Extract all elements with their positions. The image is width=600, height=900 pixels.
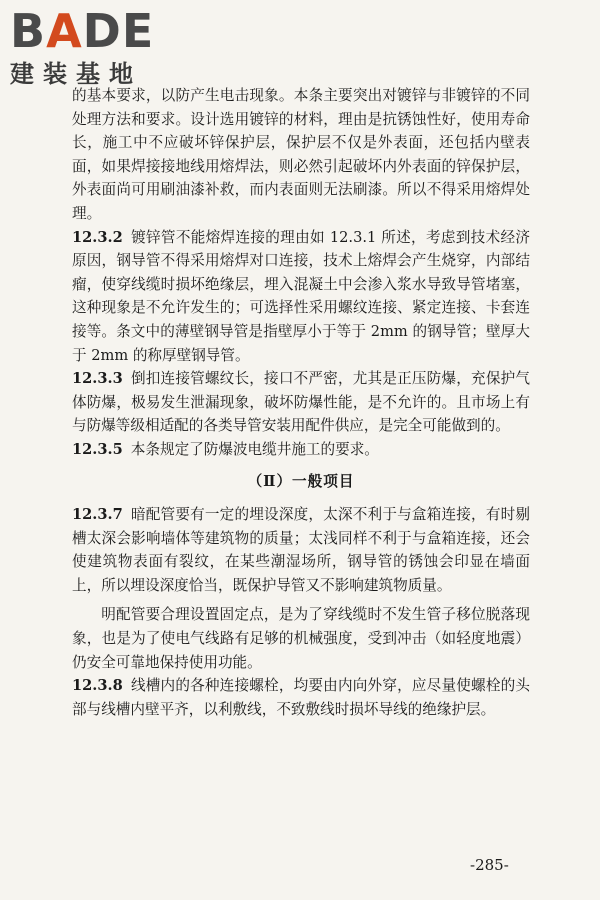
clause-number: 12.3.2 [72, 228, 123, 246]
paragraph-text: 的基本要求，以防产生电击现象。本条主要突出对镀锌与非镀锌的不同处理方法和要求。设计选用镀锌的材料，理由是抗锈蚀性好，使用寿命长，施工中不应破坏锌保护层，保护层不仅是外表面，还包括内壁表面，如果焊接接地线用熔焊法，则必然引起破坏内外表面的锌保护层，外表面尚可用刷油漆补救，而内表面则无法刷漆。所以不得采用熔焊处理。 [72, 87, 530, 222]
clause-12-3-5 [72, 438, 530, 462]
clause-number: 12.3.7 [72, 506, 123, 524]
clause-12-3-3 [72, 367, 530, 438]
paragraph-exposed-conduit [72, 603, 530, 674]
clause-12-3-7 [72, 503, 530, 597]
clause-text: 本条规定了防爆波电缆井施工的要求。 [130, 440, 379, 458]
clause-number: 12.3.8 [72, 677, 123, 695]
clause-number: 12.3.3 [72, 370, 123, 388]
logo-letter-a: A [46, 4, 83, 58]
section-heading: （Ⅱ）一般项目 [247, 472, 355, 490]
clause-12-3-8 [72, 674, 530, 721]
logo-letter-b: B [10, 4, 47, 58]
logo [10, 6, 180, 88]
paragraph-continued [72, 84, 530, 226]
logo-letters-de: DE [82, 4, 155, 58]
page-number: -285- [470, 856, 509, 874]
clause-12-3-2 [72, 226, 530, 368]
page-body [72, 84, 530, 721]
logo-wordmark [10, 6, 180, 56]
paragraph-text: 明配管要合理设置固定点，是为了穿线缆时不发生管子移位脱落现象，也是为了使电气线路有足够的机械强度，受到冲击（如轻度地震）仍安全可靠地保持使用功能。 [72, 606, 530, 671]
clause-text: 暗配管要有一定的埋设深度，太深不利于与盒箱连接，有时剔槽太深会影响墙体等建筑物的质量；太浅同样不利于与盒箱连接，还会使建筑物表面有裂纹，在某些潮湿场所，钢导管的锈蚀会印显在墙面上，所以埋设深度恰当，既保护导管又不影响建筑物质量。 [72, 506, 530, 594]
logo-subtitle: 建装基地 [10, 60, 142, 88]
clause-text: 线槽内的各种连接螺栓，均要由内向外穿，应尽量使螺栓的头部与线槽内壁平齐，以利敷线，不致敷线时损坏导线的绝缘护层。 [72, 677, 530, 718]
clause-text: 倒扣连接管螺纹长，接口不严密，尤其是正压防爆，充保护气体防爆，极易发生泄漏现象，破坏防爆性能，是不允许的。且市场上有与防爆等级相适配的各类导管安装用配件供应，是完全可能做到的。 [72, 370, 530, 435]
clause-text: 镀锌管不能熔焊连接的理由如 12.3.1 所述，考虑到技术经济原因，钢导管不得采用熔焊对口连接，技术上熔焊会产生烧穿，内部结瘤，使穿线缆时损坏绝缘层，埋入混凝土中会渗入浆水导致导管堵塞，这种现象是不允许发生的；可选择性采用螺纹连接、紧定连接、卡套连接等。条文中的薄壁钢导管是指壁厚小于等于 2mm 的钢导管；壁厚大于 2mm 的称厚壁钢导管。 [72, 228, 530, 364]
clause-number: 12.3.5 [72, 440, 123, 458]
